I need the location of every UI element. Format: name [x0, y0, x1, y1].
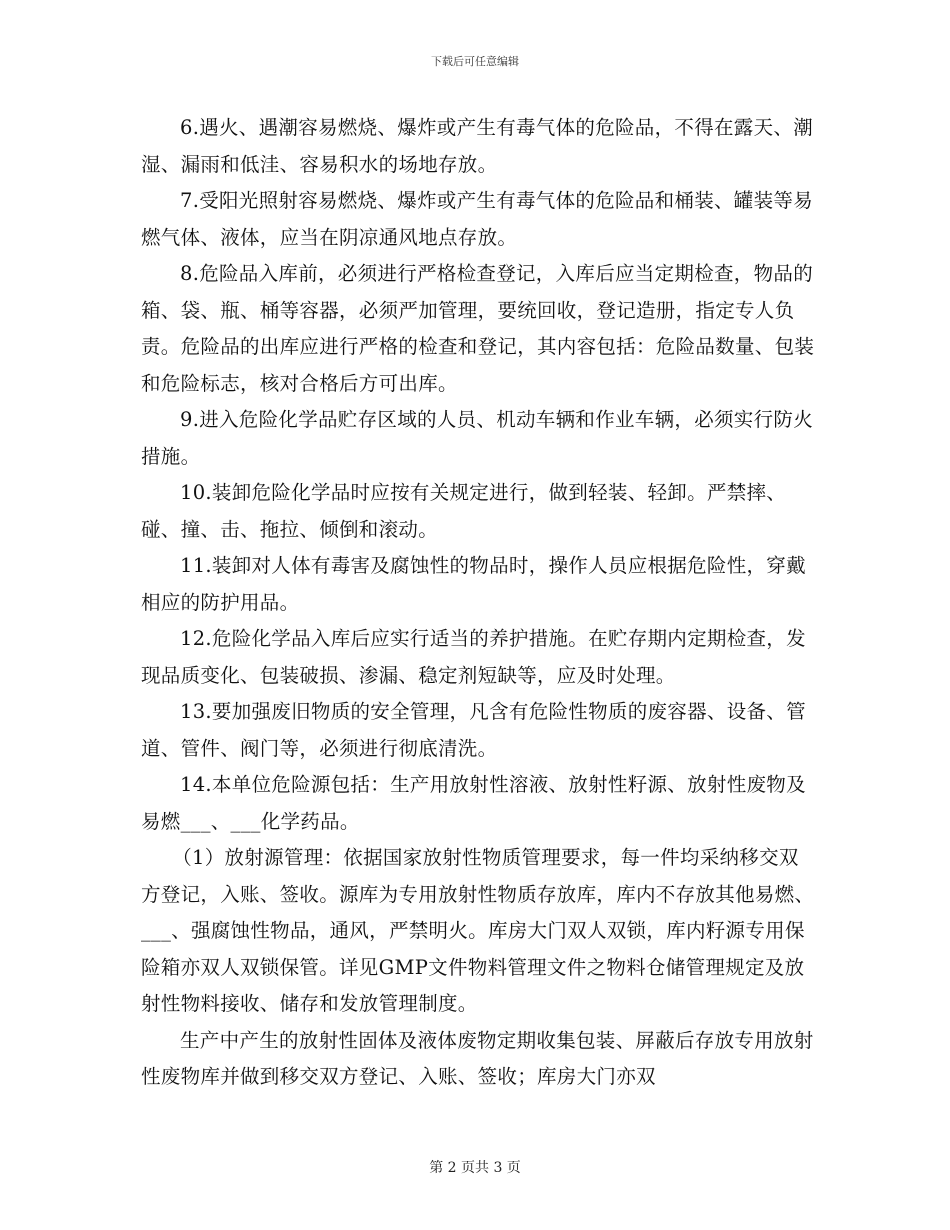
document-body	[141, 110, 817, 1096]
paragraph-item-7: 7.受阳光照射容易燃烧、爆炸或产生有毒气体的危险品和桶装、罐装等易燃气体、液体，应当在阴凉通风地点存放。	[141, 189, 814, 249]
page-footer: 第 2 页共 3 页	[429, 1160, 521, 1176]
paragraph-radioactive-waste: 生产中产生的放射性固体及液体废物定期收集包装、屏蔽后存放专用放射性废物库并做到移交双方登记、入账、签收；库房大门亦双	[141, 1028, 814, 1088]
paragraph-item-12: 12.危险化学品入库后应实行适当的养护措施。在贮存期内定期检查，发现品质变化、包装破损、渗漏、稳定剂短缺等，应及时处理。	[141, 627, 806, 687]
paragraph-item-13: 13.要加强废旧物质的安全管理，凡含有危险性物质的废容器、设备、管道、管件、阀门等，必须进行彻底清洗。	[141, 700, 806, 760]
page-header: 下载后可任意编辑	[431, 55, 519, 68]
paragraph-radiation-source: （1）放射源管理：依据国家放射性物质管理要求，每一件均采纳移交双方登记，入账、签收。源库为专用放射性物质存放库，库内不存放其他易燃、___、强腐蚀性物品，通风，严禁明火。库房大门双人双锁，库内籽源专用保险箱亦双人双锁保管。详见GMP文件物料管理文件之物料仓储管理规定及放射性物料接收、储存和发放管理制度。	[141, 846, 815, 1015]
paragraph-item-11: 11.装卸对人体有毒害及腐蚀性的物品时，操作人员应根据危险性，穿戴相应的防护用品。	[141, 554, 806, 614]
paragraph-item-9: 9.进入危险化学品贮存区域的人员、机动车辆和作业车辆，必须实行防火措施。	[141, 408, 814, 468]
paragraph-item-8: 8.危险品入库前，必须进行严格检查登记，入库后应当定期检查，物品的箱、袋、瓶、桶等容器，必须严加管理，要统回收，登记造册，指定专人负责。危险品的出库应进行严格的检查和登记，其内容包括：危险品数量、包装和危险标志，核对合格后方可出库。	[141, 262, 815, 395]
paragraph-item-10: 10.装卸危险化学品时应按有关规定进行，做到轻装、轻卸。严禁摔、碰、撞、击、拖拉、倾倒和滚动。	[141, 481, 787, 541]
paragraph-item-6: 6.遇火、遇潮容易燃烧、爆炸或产生有毒气体的危险品，不得在露天、潮湿、漏雨和低洼、容易积水的场地存放。	[141, 116, 814, 176]
paragraph-item-14: 14.本单位危险源包括：生产用放射性溶液、放射性籽源、放射性废物及易燃___、___化学药品。	[141, 773, 806, 833]
